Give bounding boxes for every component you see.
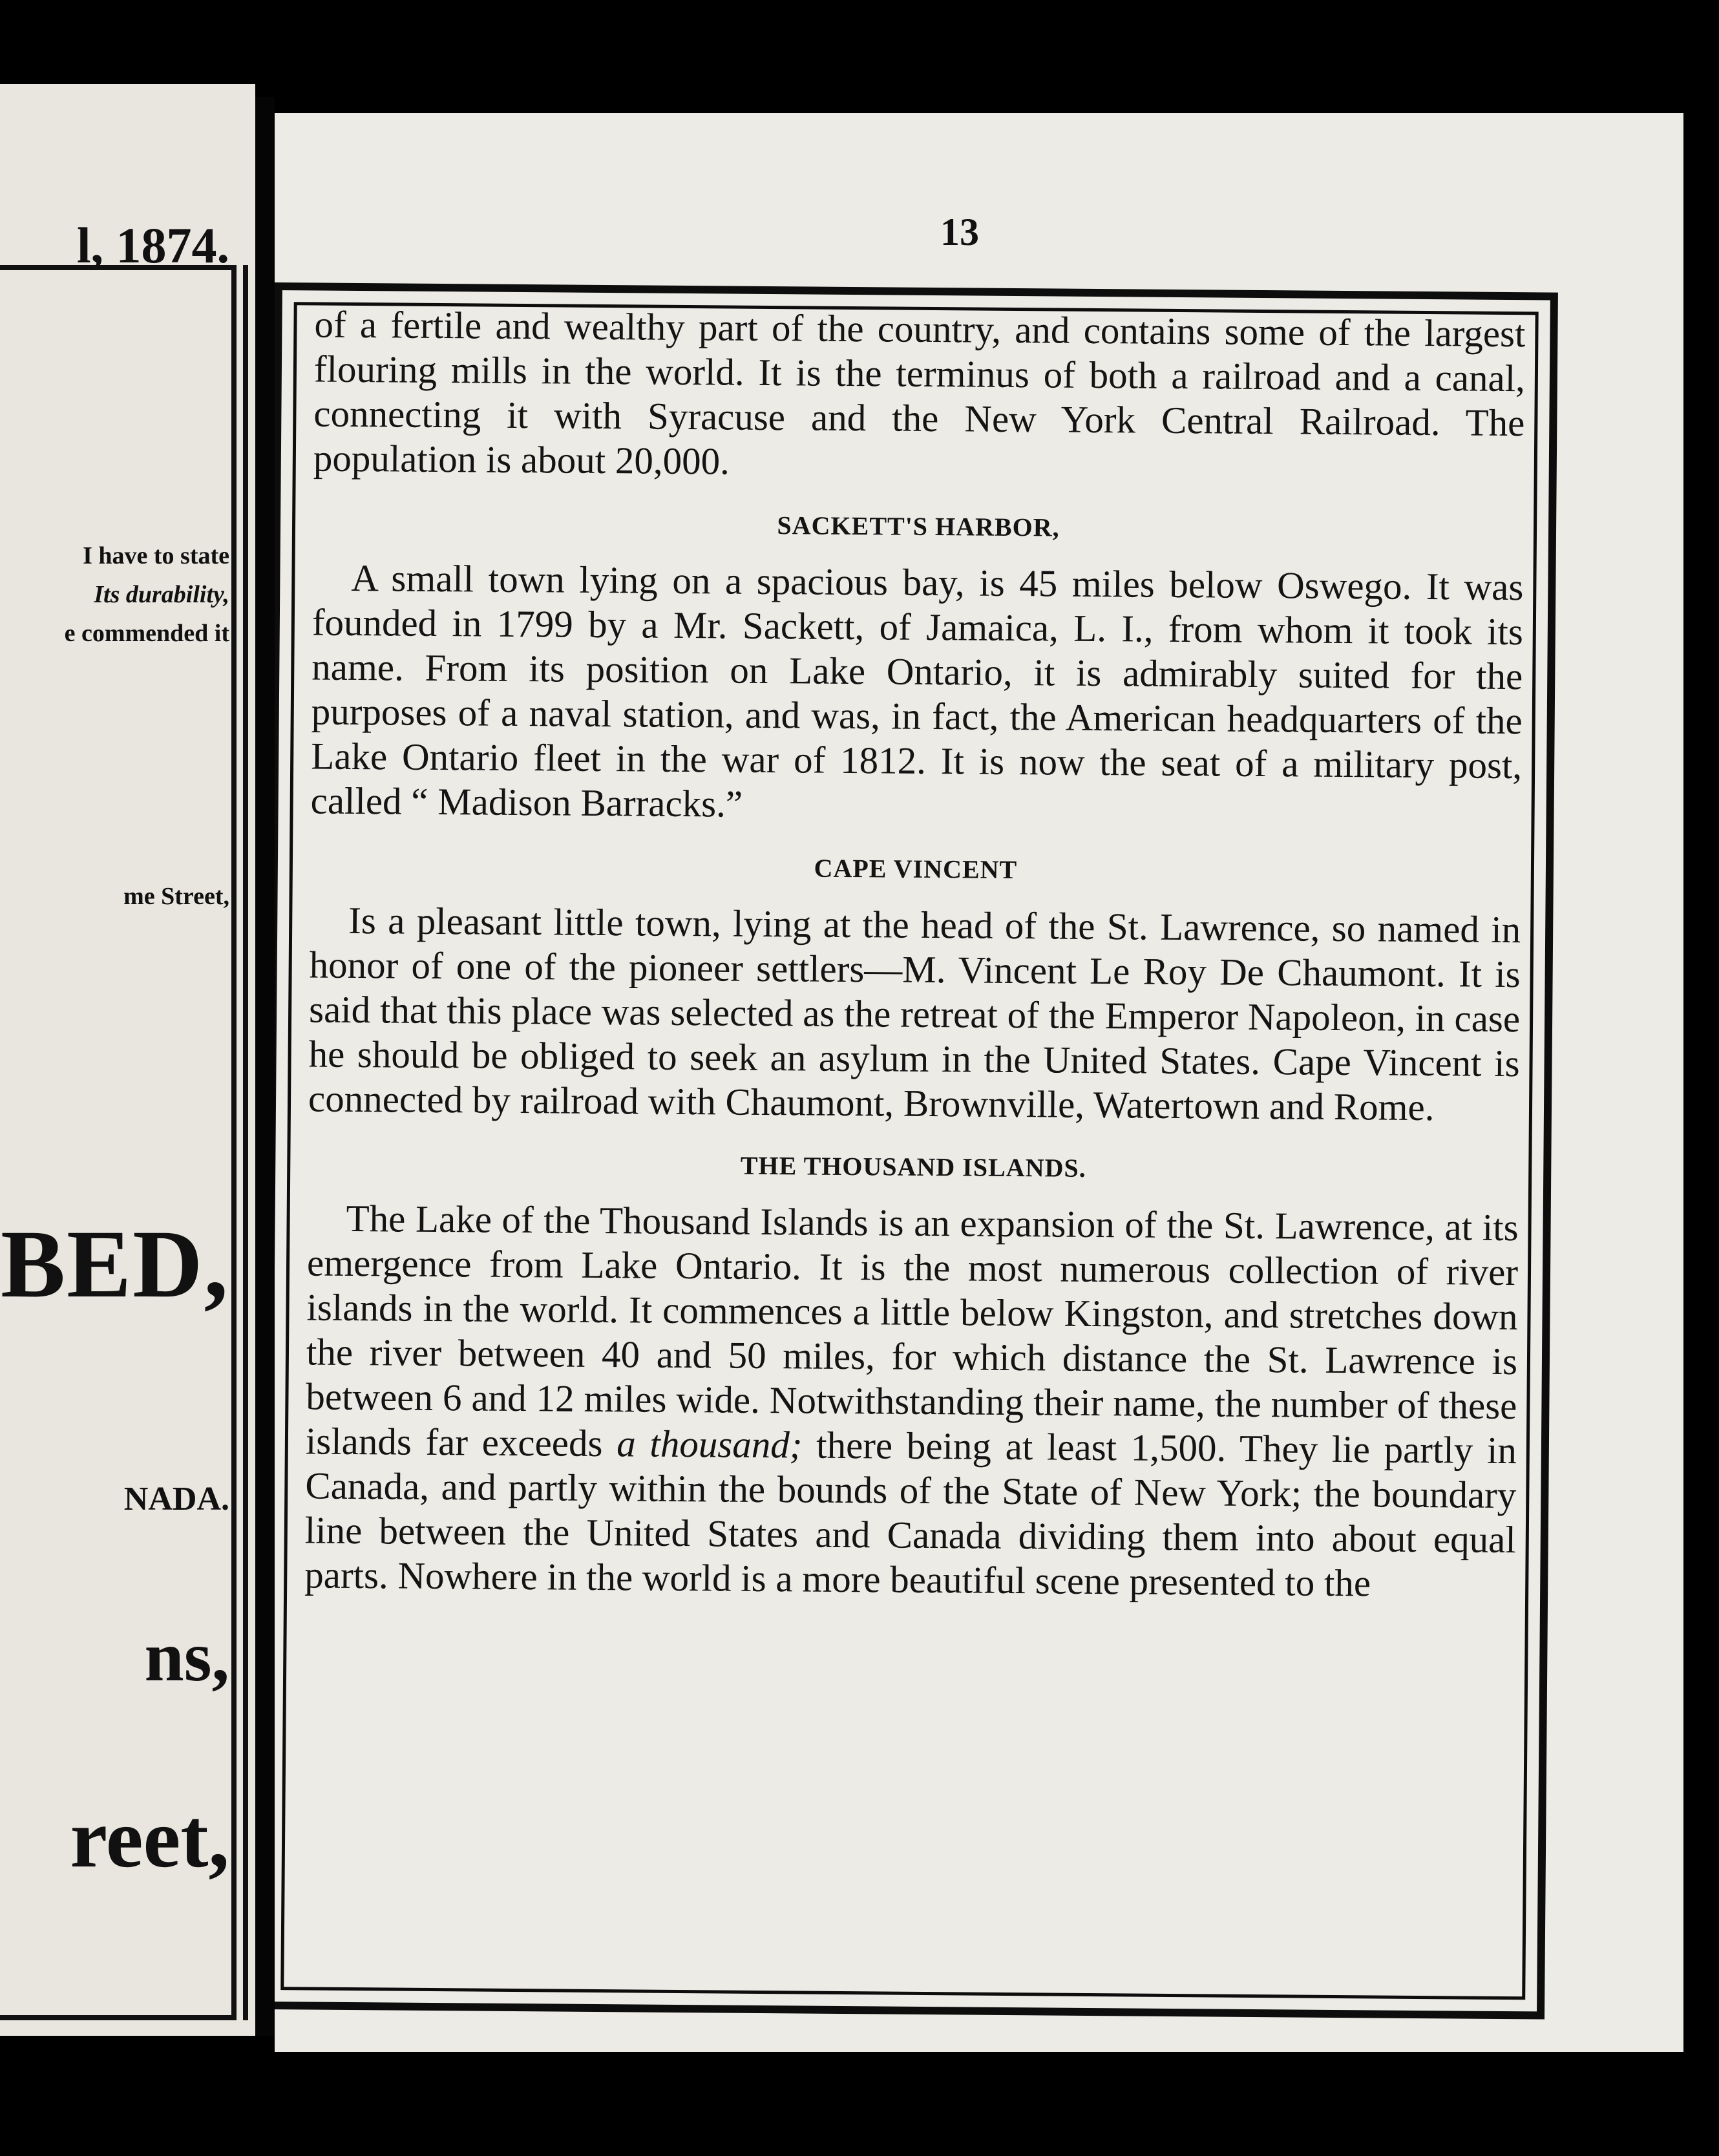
thousand-islands-text-part-2: there being at least 1,500. They lie partly in Canada, and partly within the bounds of the State of New York; the boundary line between the United States and Canada dividing them into about equal parts. Nowhere in the world is a more beautiful scene presented to the [304, 1423, 1517, 1605]
section-text-cape-vincent: Is a pleasant little town, lying at the head of the St. Lawrence, so named in honor of one of the pioneer settlers—M. Vincent Le Roy De Chaumont. It is said that this place was selected as the retreat of the Emperor Napoleon, in case he should be obliged to seek an asylum in the United States. Cape Vincent is connected by railroad with Chaumont, Brownville, Watertown and Rome. [308, 898, 1521, 1129]
left-page-ns-fragment: ns, [144, 1617, 229, 1696]
adjacent-left-page [0, 84, 255, 2036]
intro-paragraph: of a fertile and wealthy part of the country, and contains some of the largest flouring mills in the world. It is the terminus of both a railroad and a canal, connecting it with Syracuse and the New York Central Railroad. The population is about 20,000. [313, 302, 1526, 483]
left-page-border [0, 265, 237, 2020]
thousand-islands-text-part-1: The Lake of the Thousand Islands is an expansion of the St. Lawrence, at its emergence from Lake Ontario. It is the most numerous collection of river islands in the world. It commences a little below Kingston, and stretches down the river between 40 and 50 miles, for which distance the St. Lawrence is between 6 and 12 miles wide. Notwithstanding their name, the number of these islands far exceeds [305, 1196, 1519, 1465]
section-heading-cape-vincent: CAPE VINCENT [814, 853, 1018, 885]
page-body [304, 302, 1526, 1607]
left-page-snippet: e commended it [64, 620, 229, 647]
left-page-street-fragment: me Street, [123, 883, 229, 910]
section-heading-thousand-islands: THE THOUSAND ISLANDS. [740, 1150, 1086, 1183]
page-gutter [255, 97, 275, 2036]
section-text-thousand-islands [304, 1196, 1519, 1607]
left-page-canada-fragment: NADA. [123, 1481, 229, 1517]
text-frame [275, 282, 1558, 2020]
thousand-islands-emphasis: a thousand; [616, 1422, 803, 1466]
main-page [275, 113, 1683, 2052]
left-page-snippet: Its durability, [94, 581, 229, 608]
left-page-reet-fragment: reet, [70, 1792, 229, 1885]
left-page-snippet: I have to state [83, 542, 229, 569]
section-text-sacketts-harbor: A small town lying on a spacious bay, is 45 miles below Oswego. It was founded in 1799 by a Mr. Sackett, of Jamaica, L. I., from whom it took its name. From its position on Lake Ontario, it is admirably suited for the purposes of a naval station, and was, in fact, the American headquarters of the Lake Ontario fleet in the war of 1812. It is now the seat of a military post, called “ Madison Barracks.” [310, 556, 1524, 825]
left-page-large-fragment: BED, [1, 1210, 229, 1318]
section-heading-sacketts-harbor: SACKETT'S HARBOR, [777, 511, 1060, 542]
page-number: 13 [940, 211, 979, 253]
scan-edge [1683, 0, 1719, 2156]
left-page-year-fragment: l, 1874. [76, 217, 229, 273]
